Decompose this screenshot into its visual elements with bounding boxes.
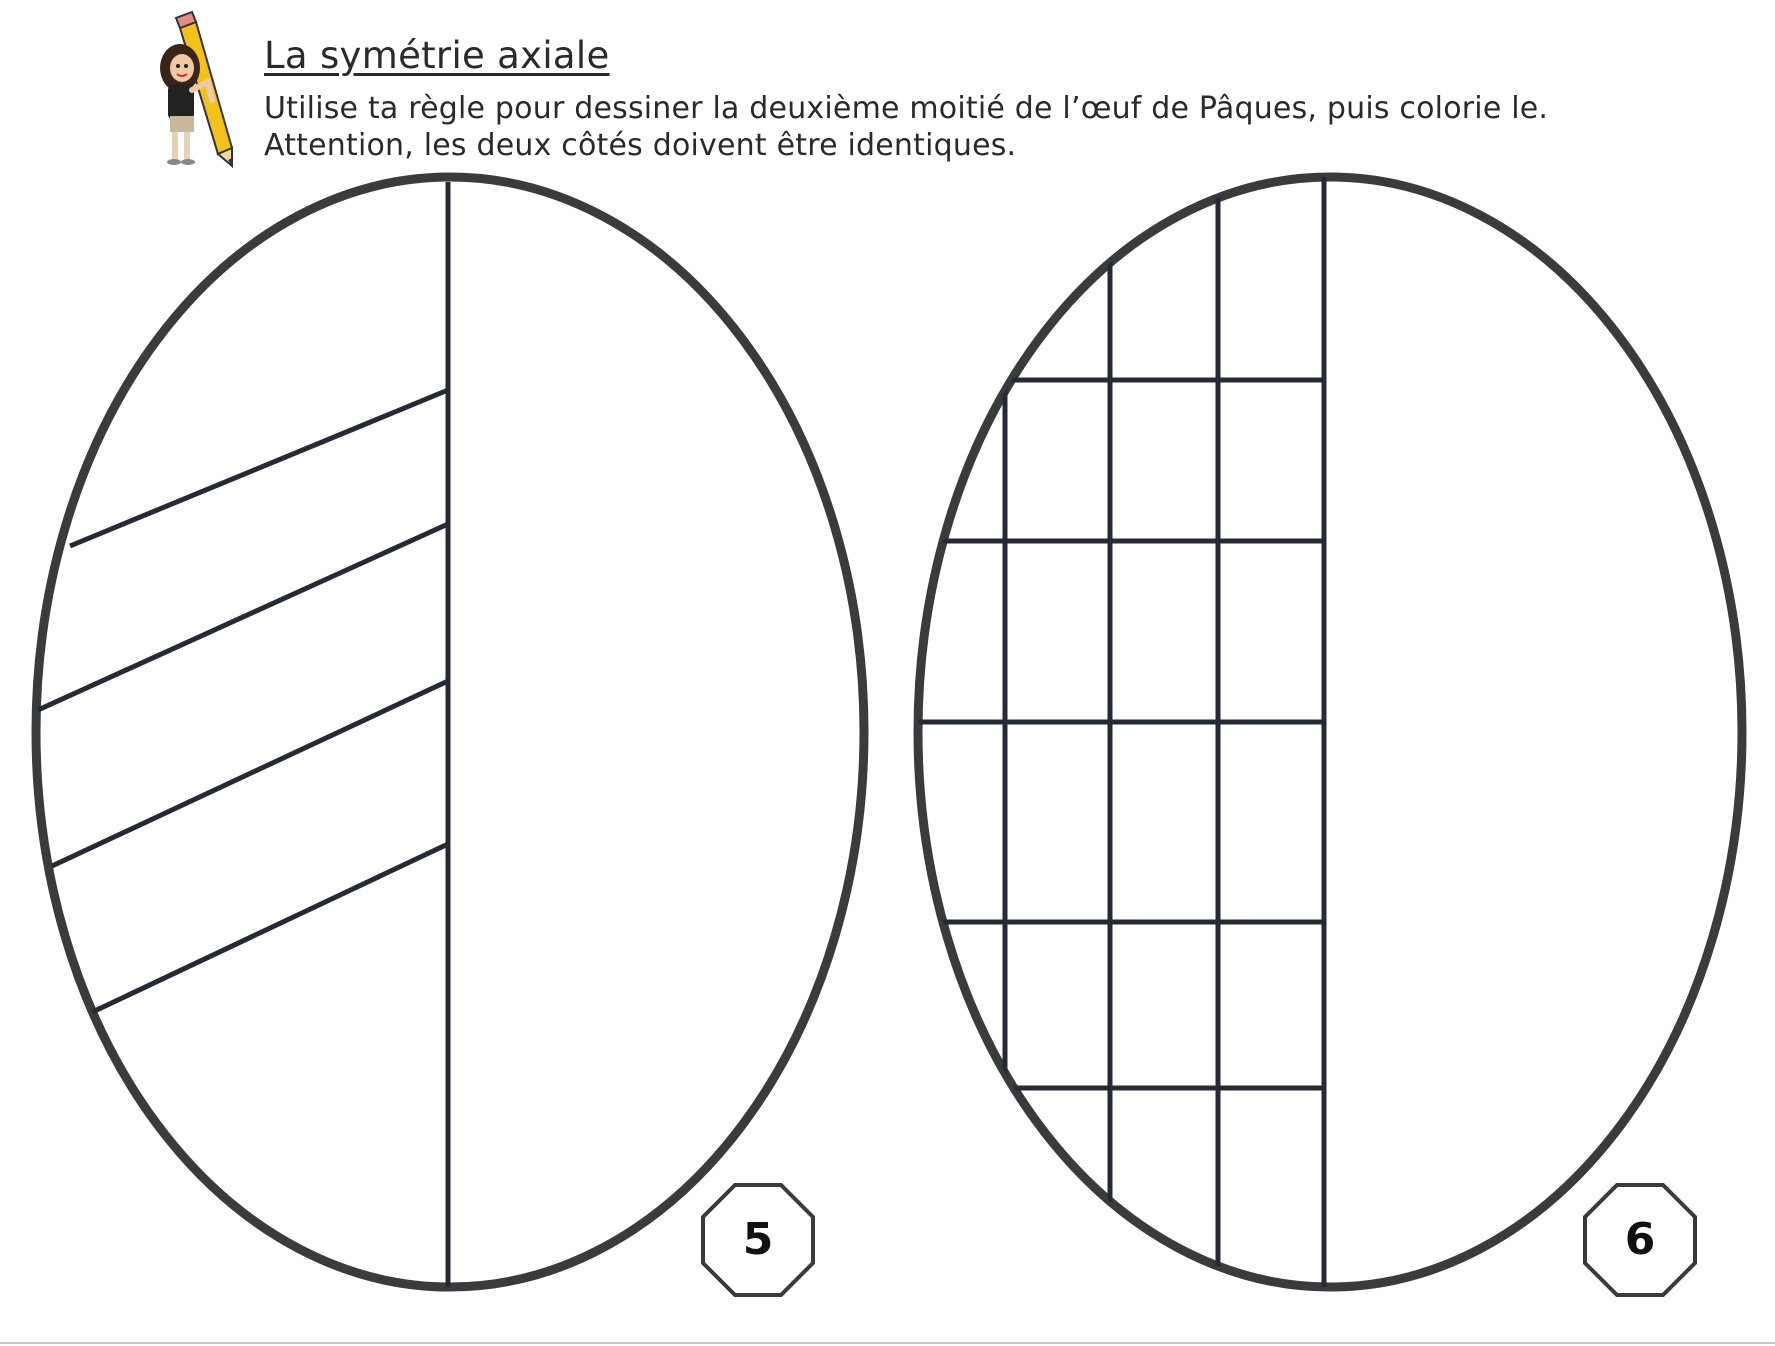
egg-5 [36, 177, 864, 1295]
egg-5-stripe-line [52, 681, 448, 866]
egg-5-stripe-line [70, 390, 448, 546]
egg-6-outline [918, 177, 1742, 1287]
egg-5-number: 5 [742, 1214, 774, 1265]
egg-5-stripe-line [38, 524, 448, 710]
instruction-line-2: Attention, les deux côtés doivent être identiques. [264, 128, 1017, 163]
egg-5-stripe-line [84, 844, 448, 1016]
egg-6-number: 6 [1624, 1214, 1656, 1265]
page-title: La symétrie axiale [264, 34, 610, 77]
egg-6 [900, 150, 1742, 1300]
instruction-line-1: Utilise ta règle pour dessiner la deuxième moitié de l’œuf de Pâques, puis colorie le. [264, 91, 1549, 126]
page-bottom-rule [0, 1342, 1775, 1344]
